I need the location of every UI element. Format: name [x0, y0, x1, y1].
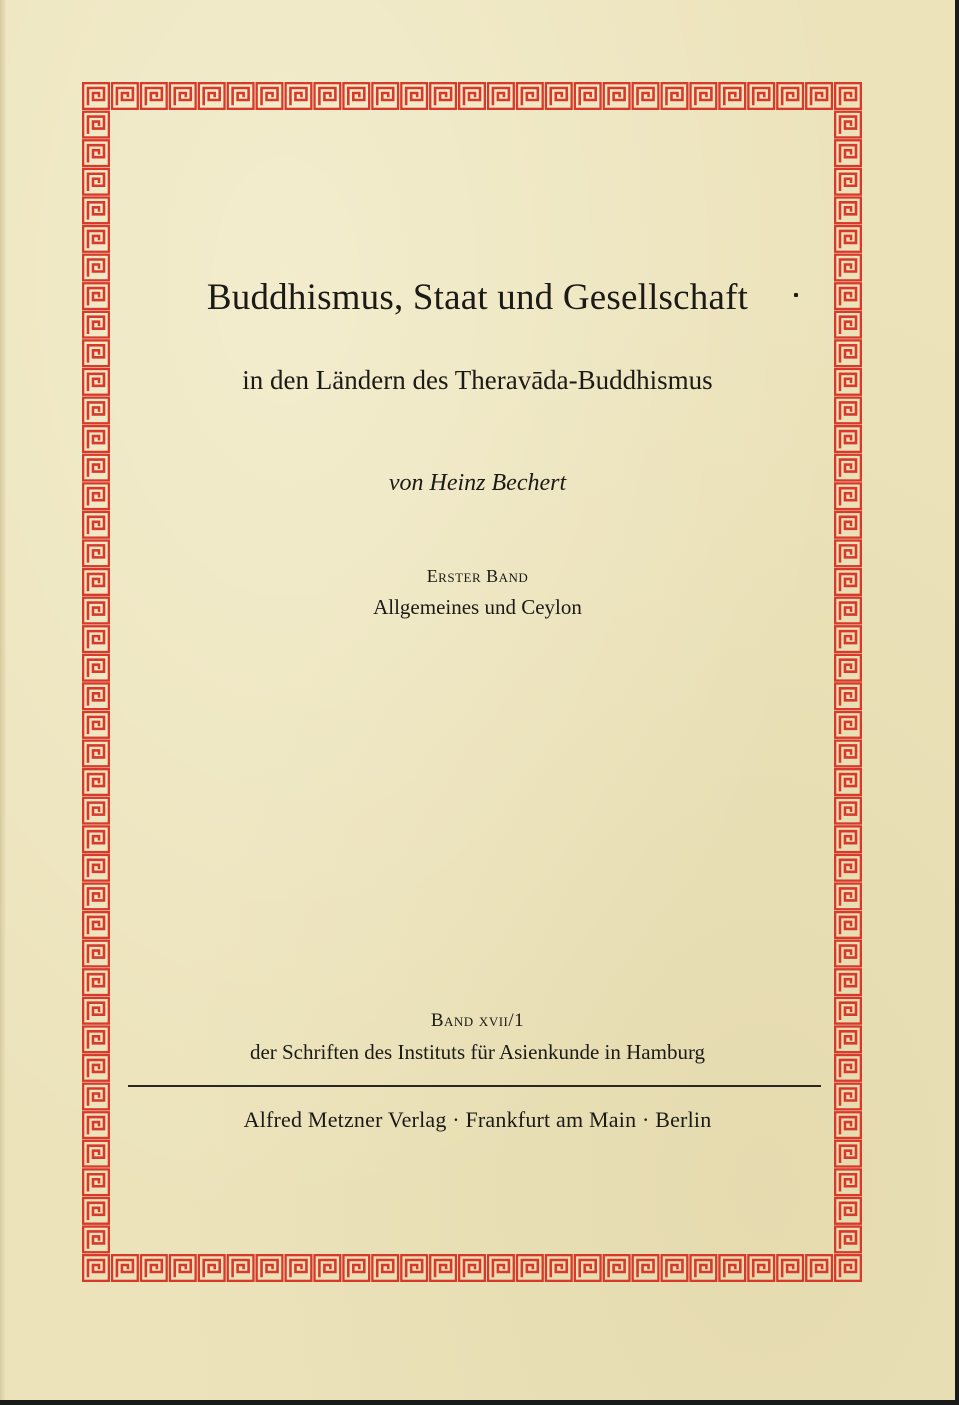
- border-tile-74: [83, 397, 109, 423]
- border-tile-6: [170, 83, 196, 109]
- border-tile-23: [401, 1255, 427, 1281]
- border-tile-34: [575, 83, 601, 109]
- border-tile-127: [835, 1141, 861, 1167]
- border-tile-43: [690, 1255, 716, 1281]
- border-tile-51: [806, 1255, 832, 1281]
- border-tile-91: [835, 626, 861, 652]
- border-tile-97: [835, 712, 861, 738]
- border-tile-2: [112, 83, 138, 109]
- border-tile-18: [343, 83, 369, 109]
- border-tile-90: [83, 626, 109, 652]
- border-tile-132: [83, 1226, 109, 1252]
- border-tile-36: [604, 83, 630, 109]
- border-tile-123: [835, 1083, 861, 1109]
- series-name: der Schriften des Instituts für Asienkunde in Hamburg: [249, 1040, 706, 1064]
- border-tile-15: [285, 1255, 311, 1281]
- border-tile-32: [546, 83, 572, 109]
- border-tile-85: [835, 540, 861, 566]
- border-tile-111: [835, 912, 861, 938]
- border-tile-55: [835, 112, 861, 138]
- border-tile-48: [777, 83, 803, 109]
- border-tile-110: [83, 912, 109, 938]
- border-tile-99: [835, 740, 861, 766]
- border-tile-60: [83, 197, 109, 223]
- border-tile-1: [83, 1255, 109, 1281]
- border-tile-4: [141, 83, 167, 109]
- book-subtitle: in den Ländern des Theravāda-Buddhismus: [242, 365, 713, 395]
- border-tile-70: [83, 340, 109, 366]
- border-tile-130: [83, 1198, 109, 1224]
- border-tile-107: [835, 855, 861, 881]
- title-mark: [794, 293, 798, 297]
- border-tile-21: [372, 1255, 398, 1281]
- volume-subtitle: Allgemeines und Ceylon: [373, 595, 582, 619]
- border-tile-52: [835, 83, 861, 109]
- border-tile-113: [835, 941, 861, 967]
- border-tile-26: [459, 83, 485, 109]
- border-tile-42: [690, 83, 716, 109]
- border-tile-37: [604, 1255, 630, 1281]
- border-tile-54: [83, 112, 109, 138]
- series-volume-number: Band xvii/1: [430, 1010, 525, 1031]
- border-tile-40: [661, 83, 687, 109]
- border-tile-46: [748, 83, 774, 109]
- border-tile-31: [517, 1255, 543, 1281]
- border-tile-17: [314, 1255, 340, 1281]
- border-tile-53: [835, 1255, 861, 1281]
- border-tile-133: [835, 1226, 861, 1252]
- border-tile-104: [83, 826, 109, 852]
- border-tile-3: [112, 1255, 138, 1281]
- border-tile-16: [314, 83, 340, 109]
- border-tile-126: [83, 1141, 109, 1167]
- border-tile-13: [257, 1255, 283, 1281]
- border-tile-105: [835, 826, 861, 852]
- border-tile-27: [459, 1255, 485, 1281]
- border-tile-9: [199, 1255, 225, 1281]
- border-tile-103: [835, 798, 861, 824]
- border-tile-47: [748, 1255, 774, 1281]
- volume-label: Erster Band: [426, 566, 529, 586]
- border-tile-131: [835, 1198, 861, 1224]
- border-tile-41: [661, 1255, 687, 1281]
- border-tile-76: [83, 426, 109, 452]
- border-tile-95: [835, 683, 861, 709]
- border-tile-94: [83, 683, 109, 709]
- border-tile-35: [575, 1255, 601, 1281]
- border-tile-77: [835, 426, 861, 452]
- border-tile-8: [199, 83, 225, 109]
- border-tile-122: [83, 1083, 109, 1109]
- border-tiles: [83, 83, 861, 1281]
- border-tile-106: [83, 855, 109, 881]
- author-line: von Heinz Bechert: [388, 470, 567, 496]
- border-tile-92: [83, 655, 109, 681]
- border-tile-29: [488, 1255, 514, 1281]
- border-tile-25: [430, 1255, 456, 1281]
- border-tile-93: [835, 655, 861, 681]
- border-tile-63: [835, 226, 861, 252]
- publisher-line: Alfred Metzner Verlag · Frankfurt am Main · Berlin: [243, 1107, 712, 1132]
- border-tile-10: [228, 83, 254, 109]
- border-tile-24: [430, 83, 456, 109]
- border-tile-19: [343, 1255, 369, 1281]
- border-tile-11: [228, 1255, 254, 1281]
- border-tile-56: [83, 140, 109, 166]
- border-tile-108: [83, 883, 109, 909]
- border-tile-100: [83, 769, 109, 795]
- border-tile-112: [83, 941, 109, 967]
- border-tile-33: [546, 1255, 572, 1281]
- border-tile-102: [83, 798, 109, 824]
- border-tile-96: [83, 712, 109, 738]
- border-tile-20: [372, 83, 398, 109]
- border-tile-128: [83, 1169, 109, 1195]
- border-tile-114: [83, 969, 109, 995]
- border-tile-50: [806, 83, 832, 109]
- border-tile-62: [83, 226, 109, 252]
- border-tile-14: [285, 83, 311, 109]
- border-tile-61: [835, 197, 861, 223]
- border-tile-44: [719, 83, 745, 109]
- border-tile-28: [488, 83, 514, 109]
- border-tile-71: [835, 340, 861, 366]
- border-tile-109: [835, 883, 861, 909]
- border-tile-83: [835, 512, 861, 538]
- border-tile-84: [83, 540, 109, 566]
- border-tile-101: [835, 769, 861, 795]
- book-title: Buddhismus, Staat und Gesellschaft: [206, 277, 749, 318]
- border-tile-49: [777, 1255, 803, 1281]
- border-tile-75: [835, 397, 861, 423]
- border-tile-39: [633, 1255, 659, 1281]
- border-tile-98: [83, 740, 109, 766]
- border-tile-58: [83, 169, 109, 195]
- border-tile-115: [835, 969, 861, 995]
- border-tile-129: [835, 1169, 861, 1195]
- border-tile-59: [835, 169, 861, 195]
- border-tile-82: [83, 512, 109, 538]
- border-tile-30: [517, 83, 543, 109]
- border-tile-0: [83, 83, 109, 109]
- border-tile-57: [835, 140, 861, 166]
- border-tile-5: [141, 1255, 167, 1281]
- border-tile-12: [257, 83, 283, 109]
- border-tile-22: [401, 83, 427, 109]
- divider-rule: [128, 1085, 821, 1087]
- border-tile-45: [719, 1255, 745, 1281]
- border-tile-7: [170, 1255, 196, 1281]
- border-tile-38: [633, 83, 659, 109]
